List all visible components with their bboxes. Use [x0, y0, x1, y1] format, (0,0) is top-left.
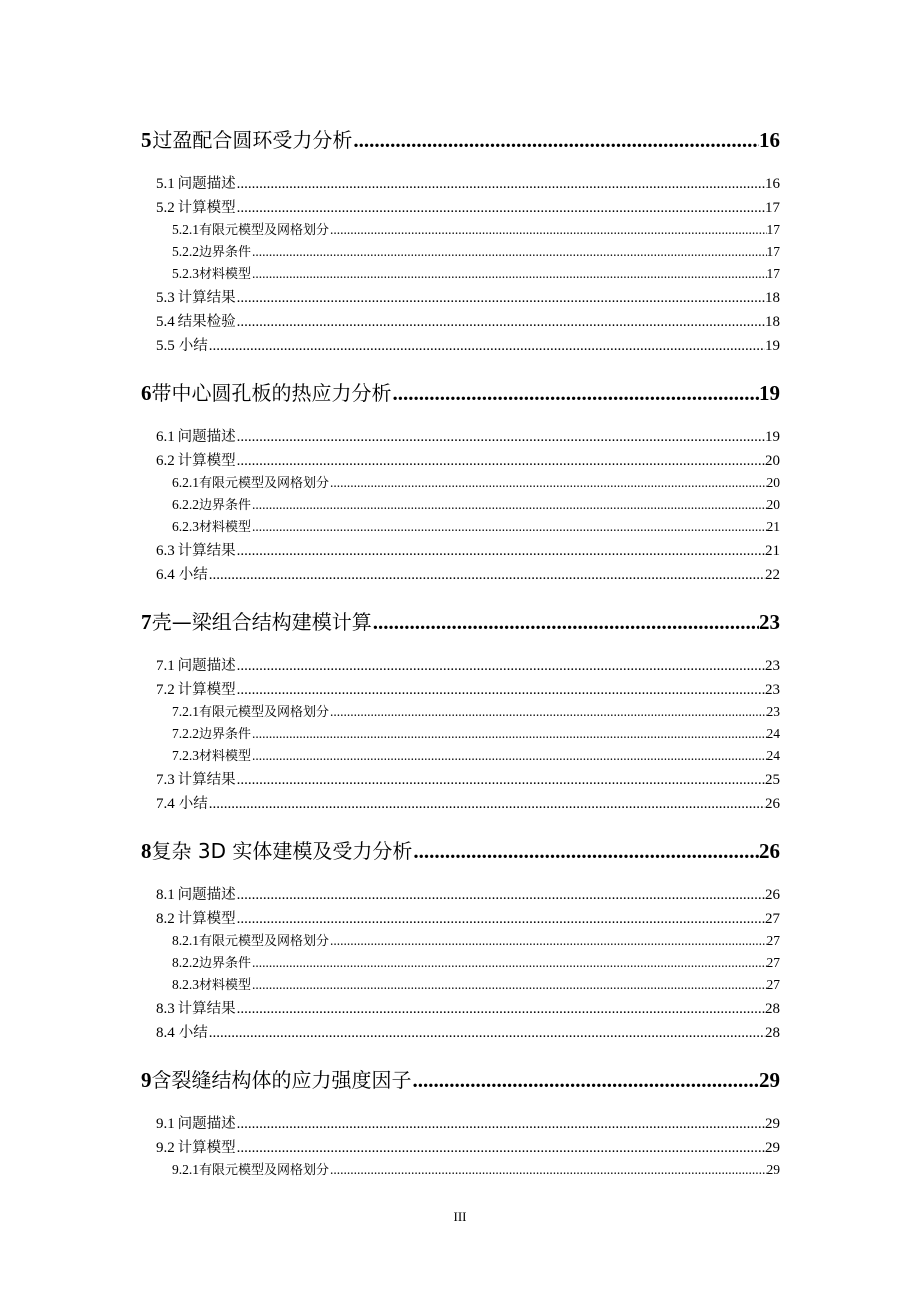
page-number: 24	[766, 748, 780, 763]
section-number: 6.4	[156, 567, 175, 583]
section-title: 小结	[178, 567, 208, 583]
page-number: 19	[765, 429, 780, 445]
section-number: 5.1	[156, 176, 175, 192]
chapter-title: 壳—梁组合结构建模计算	[151, 610, 372, 634]
section-title: 计算模型	[177, 1140, 236, 1156]
dot-leader	[252, 244, 766, 260]
toc-subsection[interactable]	[172, 952, 780, 971]
toc-section[interactable]	[156, 310, 780, 331]
section-title: 问题描述	[177, 1116, 236, 1132]
section-title: 问题描述	[177, 887, 236, 903]
dot-leader	[353, 128, 759, 153]
section-title: 问题描述	[177, 658, 236, 674]
subsection-number: 5.2.3	[172, 266, 199, 281]
page-number: 16	[759, 128, 780, 152]
toc-chapter-6[interactable]	[141, 377, 780, 406]
page-number: 18	[765, 314, 780, 330]
page-number: 27	[766, 933, 780, 948]
section-title: 小结	[178, 796, 208, 812]
dot-leader	[237, 453, 765, 470]
subsection-title: 材料模型	[199, 267, 252, 282]
dot-leader	[330, 475, 766, 491]
page-number: 23	[759, 610, 780, 634]
section-title: 计算结果	[177, 772, 236, 788]
dot-leader	[237, 200, 765, 217]
dot-leader	[252, 955, 766, 971]
dot-leader	[252, 519, 766, 535]
chapter-number: 8	[141, 839, 152, 863]
toc-section[interactable]	[156, 1021, 780, 1042]
toc-subsection[interactable]	[172, 241, 780, 260]
subsection-title: 有限元模型及网格划分	[199, 705, 330, 720]
section-title: 小结	[178, 1025, 208, 1041]
dot-leader	[413, 839, 759, 864]
subsection-title: 边界条件	[199, 956, 252, 971]
section-title: 计算模型	[177, 200, 236, 216]
dot-leader	[330, 222, 766, 238]
toc-section[interactable]	[156, 196, 780, 217]
toc-section[interactable]	[156, 792, 780, 813]
section-title: 计算模型	[177, 453, 236, 469]
dot-leader	[237, 543, 765, 560]
page-number: 23	[765, 682, 780, 698]
subsection-number: 7.2.1	[172, 704, 199, 719]
page-number: 29	[765, 1116, 780, 1132]
dot-leader	[237, 176, 765, 193]
section-number: 6.2	[156, 453, 175, 469]
toc-section[interactable]	[156, 883, 780, 904]
chapter-title: 含裂缝结构体的应力强度因子	[151, 1068, 412, 1092]
dot-leader	[252, 977, 766, 993]
chapter-title: 带中心圆孔板的热应力分析	[151, 381, 392, 405]
page-number: 25	[765, 772, 780, 788]
section-number: 6.1	[156, 429, 175, 445]
page-number: 20	[765, 453, 780, 469]
dot-leader	[237, 314, 765, 331]
page-number: 26	[765, 887, 780, 903]
section-number: 8.3	[156, 1001, 175, 1017]
section-number: 8.4	[156, 1025, 175, 1041]
page-number: 20	[766, 497, 780, 512]
subsection-number: 5.2.1	[172, 222, 199, 237]
page-number: 17	[765, 200, 780, 216]
dot-leader	[237, 682, 765, 699]
subsection-number: 8.2.2	[172, 955, 199, 970]
page-number: 19	[765, 338, 780, 354]
dot-leader	[209, 338, 765, 355]
subsection-title: 有限元模型及网格划分	[199, 223, 330, 238]
toc-subsection[interactable]	[172, 516, 780, 535]
toc-section[interactable]	[156, 768, 780, 789]
dot-leader	[373, 610, 759, 635]
page-footer-number: III	[453, 1209, 467, 1224]
toc-subsection[interactable]	[172, 723, 780, 742]
subsection-number: 8.2.3	[172, 977, 199, 992]
page-number: 20	[766, 475, 780, 490]
page-number: 23	[766, 704, 780, 719]
subsection-title: 材料模型	[199, 520, 252, 535]
dot-leader	[237, 290, 765, 307]
page-number: 22	[765, 567, 780, 583]
toc-section[interactable]	[156, 172, 780, 193]
subsection-number: 5.2.2	[172, 244, 199, 259]
section-title: 问题描述	[177, 176, 236, 192]
dot-leader	[252, 748, 766, 764]
toc-subsection[interactable]	[172, 1159, 780, 1178]
section-title: 问题描述	[177, 429, 236, 445]
toc-section[interactable]	[156, 997, 780, 1018]
chapter-number: 6	[141, 381, 152, 405]
dot-leader	[237, 1001, 765, 1018]
dot-leader	[413, 1068, 760, 1093]
page-number: 29	[766, 1162, 780, 1177]
page-number: 17	[766, 222, 780, 237]
toc-subsection[interactable]	[172, 930, 780, 949]
subsection-number: 6.2.1	[172, 475, 199, 490]
section-title: 结果检验	[177, 314, 236, 330]
subsection-title: 边界条件	[199, 498, 252, 513]
toc-section[interactable]	[156, 907, 780, 928]
toc-section[interactable]	[156, 539, 780, 560]
section-number: 7.3	[156, 772, 175, 788]
section-number: 5.2	[156, 200, 175, 216]
subsection-number: 8.2.1	[172, 933, 199, 948]
toc-subsection[interactable]	[172, 701, 780, 720]
toc-chapter-9[interactable]	[141, 1064, 780, 1093]
dot-leader	[330, 933, 766, 949]
chapter-title: 过盈配合圆环受力分析	[152, 128, 353, 152]
page-number: 16	[765, 176, 780, 192]
page-number: 28	[765, 1001, 780, 1017]
chapter-number: 5	[141, 128, 152, 152]
page-number: 29	[759, 1068, 780, 1092]
chapter-number: 9	[141, 1068, 152, 1092]
dot-leader	[209, 796, 765, 813]
page-number: 28	[765, 1025, 780, 1041]
toc-section[interactable]	[156, 1112, 780, 1133]
toc-subsection[interactable]	[172, 494, 780, 513]
dot-leader	[252, 726, 766, 742]
page-number: 29	[765, 1140, 780, 1156]
toc-section[interactable]	[156, 286, 780, 307]
page-number: 27	[766, 955, 780, 970]
toc-subsection[interactable]	[172, 472, 780, 491]
dot-leader	[393, 381, 760, 406]
section-title: 计算模型	[177, 682, 236, 698]
page-number: 23	[765, 658, 780, 674]
subsection-number: 7.2.3	[172, 748, 199, 763]
section-title: 计算结果	[177, 1001, 236, 1017]
dot-leader	[237, 887, 765, 904]
dot-leader	[209, 567, 765, 584]
chapter-title: 复杂 3D 实体建模及受力分析	[151, 839, 413, 863]
toc-subsection[interactable]	[172, 974, 780, 993]
page-number: 21	[765, 543, 780, 559]
dot-leader	[237, 429, 765, 446]
dot-leader	[209, 1025, 765, 1042]
page-number: 27	[766, 977, 780, 992]
subsection-number: 9.2.1	[172, 1162, 199, 1177]
section-number: 7.2	[156, 682, 175, 698]
toc-chapter-7[interactable]	[141, 606, 780, 635]
subsection-number: 7.2.2	[172, 726, 199, 741]
dot-leader	[237, 1116, 765, 1133]
toc-subsection[interactable]	[172, 745, 780, 764]
subsection-title: 边界条件	[199, 245, 252, 260]
dot-leader	[237, 911, 765, 928]
section-number: 7.4	[156, 796, 175, 812]
toc-subsection[interactable]	[172, 263, 780, 282]
dot-leader	[252, 497, 766, 513]
page-number: 26	[765, 796, 780, 812]
page-number: 24	[766, 726, 780, 741]
subsection-title: 边界条件	[199, 727, 252, 742]
dot-leader	[252, 266, 766, 282]
toc-section[interactable]	[156, 334, 780, 355]
toc-section[interactable]	[156, 1136, 780, 1157]
section-title: 计算结果	[177, 290, 236, 306]
page-number: 21	[766, 519, 780, 534]
dot-leader	[237, 658, 765, 675]
section-number: 5.4	[156, 314, 175, 330]
subsection-title: 材料模型	[199, 749, 252, 764]
subsection-title: 材料模型	[199, 978, 252, 993]
dot-leader	[237, 1140, 765, 1157]
toc-section[interactable]	[156, 425, 780, 446]
subsection-number: 6.2.3	[172, 519, 199, 534]
subsection-title: 有限元模型及网格划分	[199, 476, 330, 491]
toc-chapter-5[interactable]	[141, 124, 780, 153]
subsection-number: 6.2.2	[172, 497, 199, 512]
page-number: 17	[766, 244, 780, 259]
page-number: 18	[765, 290, 780, 306]
toc-chapter-8[interactable]	[141, 835, 780, 864]
section-number: 5.3	[156, 290, 175, 306]
toc-section[interactable]	[156, 654, 780, 675]
page-number: 17	[766, 266, 780, 281]
section-title: 计算结果	[177, 543, 236, 559]
section-title: 计算模型	[177, 911, 236, 927]
toc-section[interactable]	[156, 678, 780, 699]
section-number: 6.3	[156, 543, 175, 559]
dot-leader	[330, 704, 766, 720]
section-number: 9.2	[156, 1140, 175, 1156]
section-title: 小结	[178, 338, 208, 354]
toc-subsection[interactable]	[172, 219, 780, 238]
toc-section[interactable]	[156, 449, 780, 470]
page-number: 19	[759, 381, 780, 405]
section-number: 7.1	[156, 658, 175, 674]
dot-leader	[330, 1162, 766, 1178]
section-number: 9.1	[156, 1116, 175, 1132]
page-number: 26	[759, 839, 780, 863]
section-number: 8.2	[156, 911, 175, 927]
dot-leader	[237, 772, 765, 789]
subsection-title: 有限元模型及网格划分	[199, 934, 330, 949]
toc-section[interactable]	[156, 563, 780, 584]
chapter-number: 7	[141, 610, 152, 634]
section-number: 5.5	[156, 338, 175, 354]
subsection-title: 有限元模型及网格划分	[199, 1163, 330, 1178]
page-number: 27	[765, 911, 780, 927]
section-number: 8.1	[156, 887, 175, 903]
